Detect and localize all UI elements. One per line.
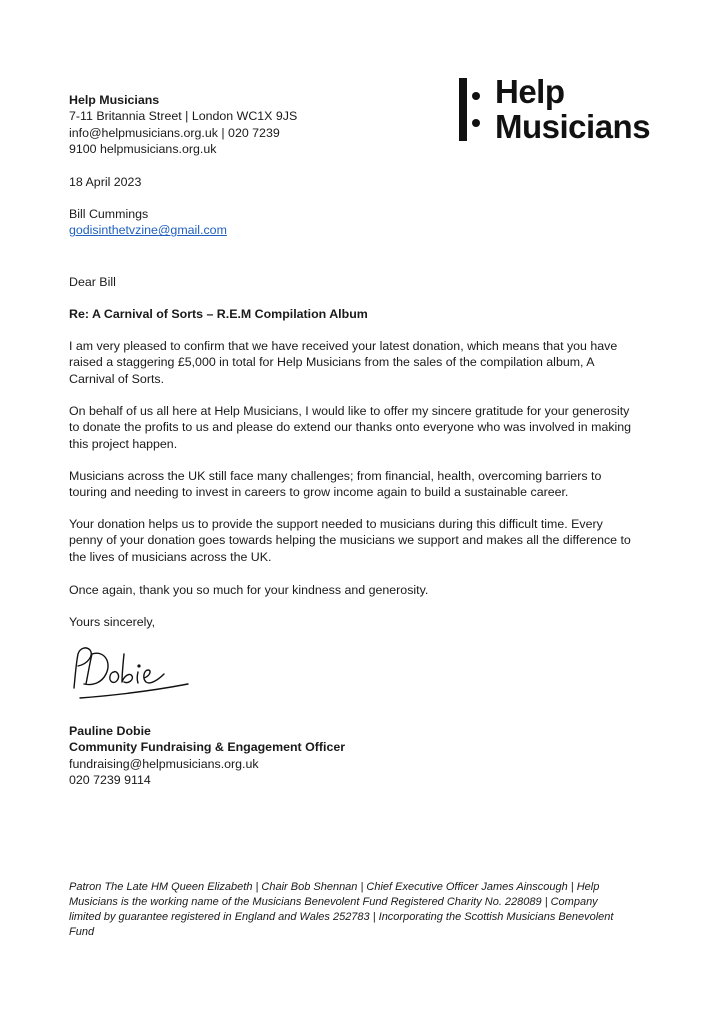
signatory-email: fundraising@helpmusicians.org.uk	[69, 756, 259, 771]
body-paragraph-3	[69, 468, 659, 501]
footer-legal-text	[69, 880, 629, 940]
paragraph-line: raised a staggering £5,000 in total for Help Musicians from the sales of the compilation album, A	[69, 355, 595, 370]
sender-block	[69, 92, 297, 157]
body-paragraph-2	[69, 403, 659, 452]
letter-date: 18 April 2023	[69, 175, 142, 189]
signatory-title: Community Fundraising & Engagement Officer	[69, 740, 346, 755]
sender-contact-line-2: 9100 helpmusicians.org.uk	[69, 141, 217, 156]
recipient-block	[69, 206, 227, 239]
sender-contact-line-1: info@helpmusicians.org.uk | 020 7239	[69, 125, 280, 140]
body-paragraph-4	[69, 516, 659, 565]
paragraph-line: touring and needing to invest in careers to grow income again to build a sustainable career.	[69, 485, 569, 500]
signatory-block	[69, 723, 345, 788]
paragraph-line: penny of your donation goes towards helping the musicians we support and makes all the difference to	[69, 533, 631, 548]
sender-name: Help Musicians	[69, 93, 160, 107]
logo-dot-icon	[472, 119, 480, 127]
paragraph-line: I am very pleased to confirm that we have received your latest donation, which means that you have	[69, 339, 618, 353]
body-paragraph-5	[69, 582, 659, 598]
body-paragraph-1	[69, 338, 659, 387]
paragraph-line: On behalf of us all here at Help Musicians, I would like to offer my sincere gratitude for your generosity	[69, 404, 630, 418]
signatory-name: Pauline Dobie	[69, 724, 151, 738]
recipient-email-link[interactable]: godisinthetvzine@gmail.com	[69, 223, 227, 238]
help-musicians-logo	[459, 73, 659, 148]
handwritten-signature	[66, 640, 196, 702]
signatory-phone: 020 7239 9114	[69, 772, 151, 787]
subject-line: Re: A Carnival of Sorts – R.E.M Compilation Album	[69, 307, 368, 321]
logo-line-2: Musicians	[495, 108, 651, 145]
footer-line: Musicians is the working name of the Musicians Benevolent Fund Registered Charity No. 228089 | Company	[69, 896, 598, 908]
logo-dot-icon	[472, 92, 480, 100]
footer-line: Patron The Late HM Queen Elizabeth | Chair Bob Shennan | Chief Executive Officer James Ainscough | Help	[69, 881, 600, 893]
salutation: Dear Bill	[69, 275, 116, 289]
logo-line-1: Help	[495, 73, 565, 110]
paragraph-line: Your donation helps us to provide the support needed to musicians during this difficult time. Every	[69, 517, 603, 531]
paragraph-line: the lives of musicians across the UK.	[69, 549, 272, 564]
footer-line: limited by guarantee registered in England and Wales 252783 | Incorporating the Scottish Musicians Benevolent	[69, 911, 614, 923]
sender-address: 7-11 Britannia Street | London WC1X 9JS	[69, 109, 298, 124]
paragraph-line: this project happen.	[69, 436, 178, 451]
paragraph-line: to donate the profits to us and please do extend our thanks onto everyone who was involved in making	[69, 420, 632, 435]
paragraph-line: Carnival of Sorts.	[69, 371, 165, 386]
logo-bar-icon	[459, 78, 467, 141]
footer-line: Fund	[69, 926, 95, 938]
logo-wordmark	[495, 74, 650, 144]
paragraph-line: Once again, thank you so much for your kindness and generosity.	[69, 583, 429, 597]
closing: Yours sincerely,	[69, 615, 156, 629]
paragraph-line: Musicians across the UK still face many challenges; from financial, health, overcoming barriers to	[69, 469, 602, 483]
recipient-name: Bill Cummings	[69, 207, 149, 221]
